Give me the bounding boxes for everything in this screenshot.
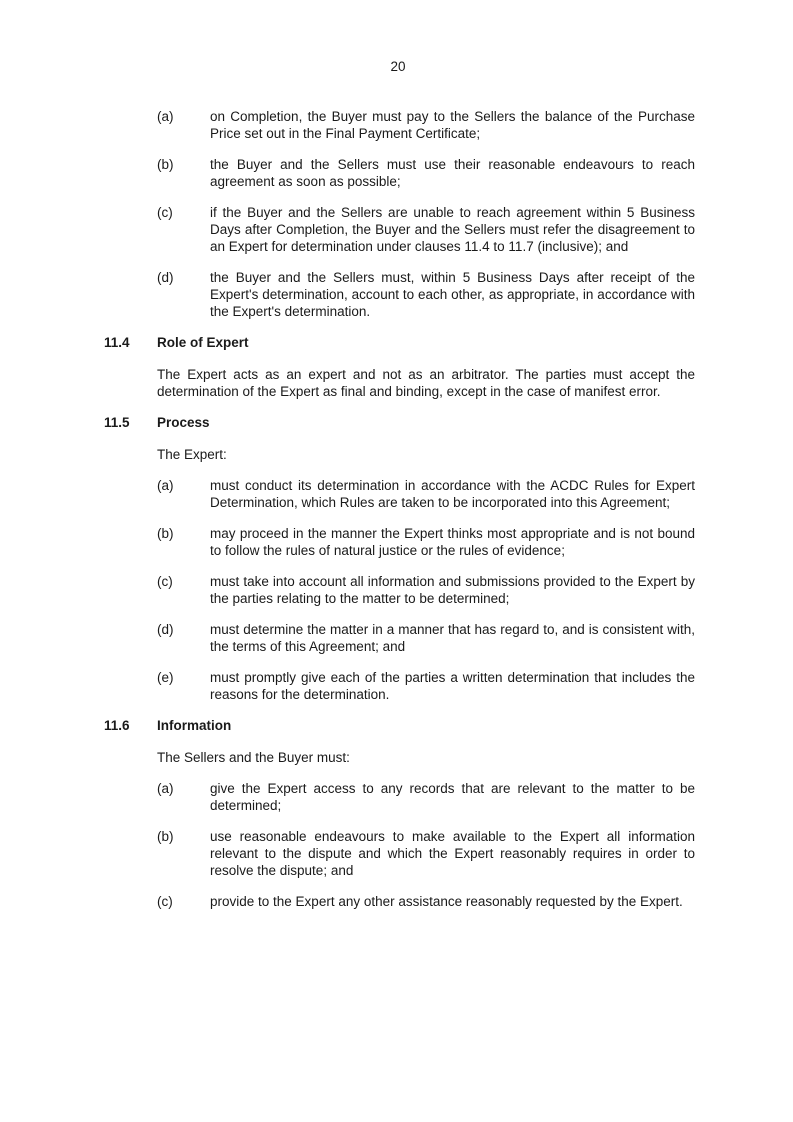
list-item <box>157 780 695 814</box>
list-item <box>157 204 695 255</box>
list-item-label: (a) <box>157 109 174 124</box>
section-number: 11.5 <box>104 415 130 430</box>
list-item-label: (b) <box>157 157 174 172</box>
list-item <box>157 621 695 655</box>
list-item <box>157 156 695 190</box>
list-item-text: must determine the matter in a manner that has regard to, and is consistent with, the terms of this Agreement; and <box>210 622 695 654</box>
list-item-text: if the Buyer and the Sellers are unable to reach agreement within 5 Business Days after Completion, the Buyer and the Sellers must refer the disagreement to an Expert for determination under clauses 11.4 to 11.7 (inclusive); and <box>210 205 695 254</box>
list-item-label: (a) <box>157 781 174 796</box>
section-title: Process <box>157 415 210 430</box>
list-item <box>157 477 695 511</box>
list-item-text: use reasonable endeavours to make available to the Expert all information relevant to the dispute and which the Expert reasonably requires in order to resolve the dispute; and <box>210 829 695 878</box>
list-item-label: (c) <box>157 205 173 220</box>
list-item <box>157 893 695 910</box>
section-heading <box>104 414 695 431</box>
list-item-text: the Buyer and the Sellers must use their reasonable endeavours to reach agreement as soon as possible; <box>210 157 695 189</box>
list-item-text: give the Expert access to any records that are relevant to the matter to be determined; <box>210 781 695 813</box>
section-heading <box>104 334 695 351</box>
list-item-text: may proceed in the manner the Expert thinks most appropriate and is not bound to follow the rules of natural justice or the rules of evidence; <box>210 526 695 558</box>
list-item-label: (c) <box>157 574 173 589</box>
page-number: 20 <box>390 59 406 74</box>
list-item-text: the Buyer and the Sellers must, within 5 Business Days after receipt of the Expert's determination, account to each other, as appropriate, in accordance with the Expert's determination. <box>210 270 695 319</box>
document-body <box>104 108 695 910</box>
list-item-label: (b) <box>157 829 174 844</box>
paragraph: The Sellers and the Buyer must: <box>157 750 350 765</box>
list-item <box>157 108 695 142</box>
section-title: Information <box>157 718 232 733</box>
paragraph: The Expert: <box>157 447 227 462</box>
list-item <box>157 828 695 879</box>
section-number: 11.4 <box>104 335 130 350</box>
list-item <box>157 269 695 320</box>
list-item-text: on Completion, the Buyer must pay to the Sellers the balance of the Purchase Price set out in the Final Payment Certificate; <box>210 109 695 141</box>
list-item-label: (e) <box>157 670 174 685</box>
list-item-label: (b) <box>157 526 174 541</box>
list-item-label: (d) <box>157 270 174 285</box>
list-item <box>157 573 695 607</box>
list-item <box>157 669 695 703</box>
list-item-label: (c) <box>157 894 173 909</box>
section-heading <box>104 717 695 734</box>
list-item-text: provide to the Expert any other assistance reasonably requested by the Expert. <box>210 894 683 909</box>
list-item-text: must promptly give each of the parties a written determination that includes the reasons for the determination. <box>210 670 695 702</box>
list-item <box>157 525 695 559</box>
list-item-label: (d) <box>157 622 174 637</box>
list-item-label: (a) <box>157 478 174 493</box>
section-number: 11.6 <box>104 718 130 733</box>
section-title: Role of Expert <box>157 335 249 350</box>
list-item-text: must take into account all information and submissions provided to the Expert by the parties relating to the matter to be determined; <box>210 574 695 606</box>
list-item-text: must conduct its determination in accordance with the ACDC Rules for Expert Determination, which Rules are taken to be incorporated into this Agreement; <box>210 478 695 510</box>
paragraph: The Expert acts as an expert and not as an arbitrator. The parties must accept the determination of the Expert as final and binding, except in the case of manifest error. <box>157 367 695 399</box>
